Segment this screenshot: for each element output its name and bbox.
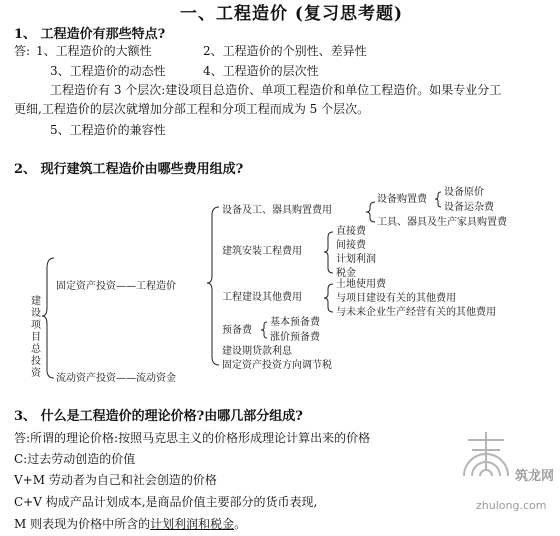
q1-item-4: 4、工程造价的层次性: [203, 64, 319, 78]
q3-line-2: C:过去劳动创造的价值: [14, 452, 136, 466]
watermark-url: zhulong.com: [476, 499, 547, 512]
diagram-price-reserve: 涨价预备费: [270, 332, 320, 343]
q3-line-3: V+M 劳动者为自己和社会创造的价格: [14, 473, 217, 487]
diagram-indirect-cost: 间接费: [336, 240, 366, 251]
watermark-brand: 筑龙网: [515, 469, 555, 484]
diagram-planned-profit: 计划利润: [336, 254, 376, 265]
diagram-equipment-transport: 设备运杂费: [444, 202, 494, 213]
q1-item-3: 3、工程造价的动态性: [50, 64, 166, 78]
diagram-reserve-fund: 预备费: [222, 325, 252, 336]
q3-line-4: C+V 构成产品计划成本,是商品价值主要部分的货币表现,: [14, 495, 318, 509]
question-3-title: 3、 什么是工程造价的理论价格?由哪几部分组成?: [14, 409, 303, 424]
diagram-project-other-costs: 与项目建设有关的其他费用: [336, 293, 456, 304]
q1-item-2: 2、工程造价的个别性、差异性: [203, 44, 367, 58]
q3-line-5-prefix: M 则表现为价格中所含的: [14, 517, 151, 531]
diagram-fixed-assets: 固定资产投资——工程造价: [56, 281, 176, 292]
diagram-equipment-original-price: 设备原价: [444, 187, 484, 198]
q1-item-1: 1、工程造价的大额性: [36, 44, 152, 58]
diagram-tax: 税金: [336, 268, 356, 279]
q1-paragraph-line-1: 工程造价有 3 个层次:建设项目总造价、单项工程造价和单位工程造价。如果专业分工: [50, 83, 502, 97]
diagram-land-use: 土地使用费: [336, 279, 386, 290]
zhulong-logo-icon: [458, 426, 514, 482]
q1-item-5: 5、工程造价的兼容性: [50, 123, 166, 137]
diagram-current-assets: 流动资产投资——流动资金: [56, 373, 176, 384]
q1-paragraph-line-2: 更细,工程造价的层次就增加分部工程和分项工程而成为 5 个层次。: [14, 102, 370, 116]
q3-line-5: [14, 518, 246, 530]
diagram-other-costs: 工程建设其他费用: [222, 292, 302, 303]
diagram-investment-tax: 固定资产投资方向调节税: [222, 360, 332, 371]
diagram-basic-reserve: 基本预备费: [270, 317, 320, 328]
diagram-tools-furniture: 工具、器具及生产家具购置费: [377, 217, 507, 228]
q3-line-5-underlined: 计划利润和税金: [150, 517, 235, 531]
q3-line-1: 答:所谓的理论价格:按照马克思主义的价格形成理论计算出来的价格: [14, 431, 371, 445]
diagram-loan-interest: 建设期贷款利息: [222, 346, 292, 357]
answer-prefix: 答:: [14, 44, 31, 58]
question-2-title: 2、 现行建筑工程造价由哪些费用组成?: [14, 162, 244, 177]
diagram-equipment-costs: 设备及工、器具购置费用: [222, 205, 332, 216]
question-1-title: 1、 工程造价有那些特点?: [14, 27, 166, 42]
diagram-direct-cost: 直接费: [336, 226, 366, 237]
diagram-future-operation-costs: 与未来企业生产经营有关的其他费用: [336, 307, 496, 318]
diagram-construction-install: 建筑安装工程费用: [222, 246, 302, 257]
diagram-equipment-purchase: 设备购置费: [377, 194, 427, 205]
diagram-root-total-investment: 建设项目总投资: [31, 296, 41, 379]
page-title: 一、工程造价 (复习思考题): [180, 4, 404, 24]
q3-line-5-end: 。: [234, 517, 247, 531]
